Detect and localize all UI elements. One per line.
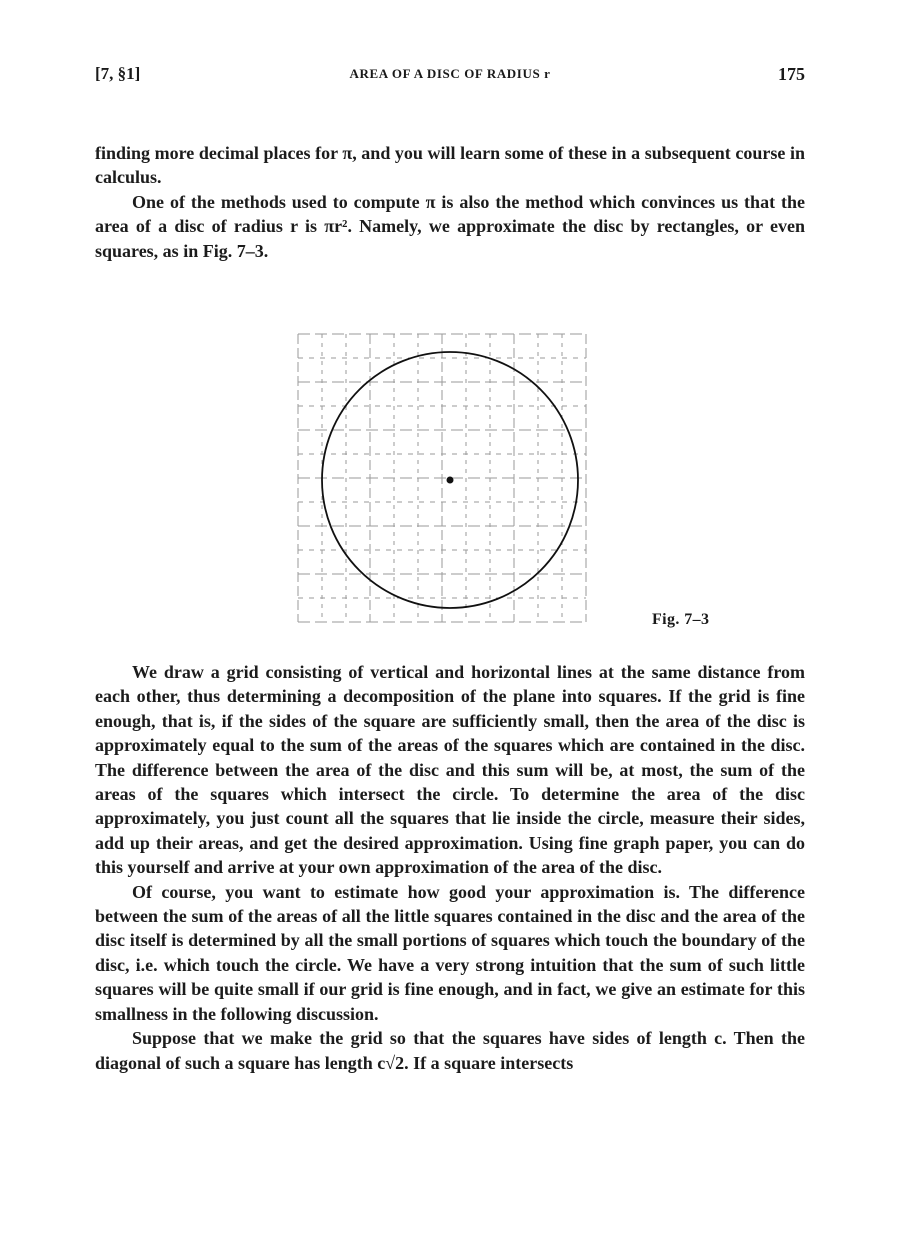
page-number: 175 xyxy=(778,64,805,84)
disc-grid-diagram xyxy=(290,326,600,636)
paragraph: Suppose that we make the grid so that the squares have sides of length c. Then the diagonal of such a square has length c√2. If a square intersects xyxy=(95,1028,805,1073)
figure-caption: Fig. 7–3 xyxy=(652,611,710,628)
section-reference: [7, §1] xyxy=(95,64,141,83)
paragraph: Of course, you want to estimate how good your approximation is. The difference between the sum of the areas of all the little squares contained in the disc and the area of the disc itself is determined by all the small portions of squares which touch the boundary of the disc, i.e. which touch the circle. We have a very strong intuition that the sum of such little squares will be quite small if our grid is fine enough, and in fact, we give an estimate for this smallness in the following discussion. xyxy=(95,881,805,1024)
running-head xyxy=(95,64,805,90)
paragraph: We draw a grid consisting of vertical and horizontal lines at the same distance from each other, thus determining a decomposition of the plane into squares. If the grid is fine enough, that is, if the sides of the square are sufficiently small, then the area of the disc is approximately equal to the sum of the areas of the squares which are contained in the disc. The difference between the area of the disc and this sum will be, at most, the sum of the areas of the squares which intersect the circle. To determine the area of the disc approximately, you just count all the squares that lie inside the circle, measure their sides, add up their areas, and get the desired approximation. Using fine graph paper, you can do this yourself and arrive at your own approximation of the area of the disc. xyxy=(95,662,805,878)
text-block-bottom xyxy=(95,660,805,1075)
text-block-top xyxy=(95,141,805,263)
figure-disc-grid xyxy=(290,326,600,641)
paragraph: One of the methods used to compute π is also the method which convinces us that the area of a disc of radius r is πr². Namely, we approximate the disc by rectangles, or even squares, as in Fig. 7–3. xyxy=(95,191,805,261)
running-title: AREA OF A DISC OF RADIUS r xyxy=(349,66,551,81)
center-point xyxy=(447,477,454,484)
paragraph: finding more decimal places for π, and you will learn some of these in a subsequent course in calculus. xyxy=(95,143,805,188)
